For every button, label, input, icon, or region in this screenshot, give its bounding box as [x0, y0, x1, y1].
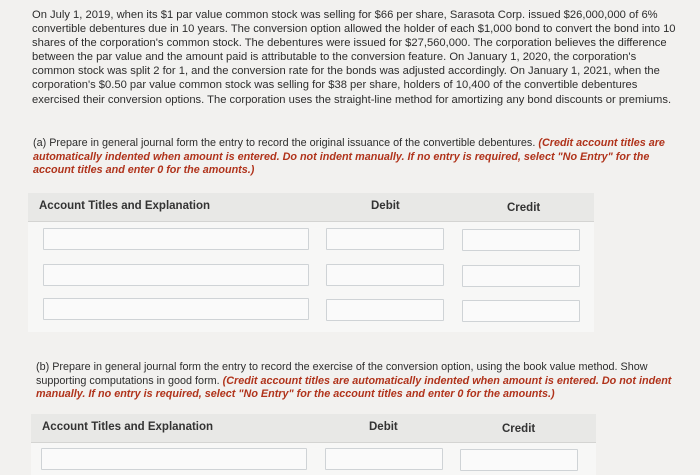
- account-title-input[interactable]: [43, 264, 309, 286]
- debit-header: Debit: [369, 421, 398, 433]
- credit-input[interactable]: [462, 229, 580, 251]
- account-titles-header: Account Titles and Explanation: [39, 200, 211, 212]
- credit-header: Credit: [507, 202, 541, 214]
- part-b-instruction: (Credit account titles are automatically indented when amount is entered. Do not indent manually. If no entry is required, select "No Entry" for the account titles and enter 0 for the amounts.): [36, 374, 672, 401]
- part-a-question: (a) Prepare in general journal form the entry to record the original issuance of the convertible debentures.: [33, 137, 536, 149]
- problem-statement: On July 1, 2019, when its $1 par value common stock was selling for $66 per share, Sarasota Corp. issued $26,000,000 of 6% convertible debentures due in 10 years. The conversion option allowed the holder of each $1,000 bond to convert the bond into 10 shares of the corporation's common stock. The debentures were issued for $27,560,000. The corporation believes the difference between the par value and the amount paid is attributable to the conversion feature. On January 1, 2020, the corporation's common stock was split 2 for 1, and the conversion rate for the bonds was adjusted accordingly. On January 1, 2021, when the corporation's $0.50 par value common stock was selling for $38 per share, holders of 10,400 of the convertible debentures exercised their conversion options. The corporation uses the straight-line method for amortizing any bond discounts or premiums.: [32, 9, 676, 106]
- account-title-input[interactable]: [43, 228, 309, 250]
- debit-header: Debit: [371, 200, 400, 212]
- part-b-question: (b) Prepare in general journal form the entry to record the exercise of the conversion option, using the book value method. Show supporting computations in good form.: [36, 361, 648, 387]
- credit-input[interactable]: [462, 300, 580, 322]
- debit-input[interactable]: [326, 228, 444, 250]
- debit-input[interactable]: [325, 448, 443, 470]
- debit-input[interactable]: [326, 264, 444, 286]
- credit-input[interactable]: [460, 449, 578, 471]
- debit-input[interactable]: [326, 299, 444, 321]
- account-title-input[interactable]: [41, 448, 307, 470]
- part-a-prompt: [33, 137, 673, 178]
- journal-table-a-header: [28, 193, 594, 222]
- journal-table-b: [31, 414, 596, 475]
- journal-table-a: [28, 193, 594, 332]
- part-b-prompt: [36, 361, 676, 402]
- part-a-instruction: (Credit account titles are automatically indented when amount is entered. Do not indent manually. If no entry is required, select "No Entry" for the account titles and enter 0 for the amounts.): [33, 137, 665, 177]
- credit-header: Credit: [502, 423, 536, 435]
- account-title-input[interactable]: [43, 298, 309, 320]
- account-titles-header: Account Titles and Explanation: [42, 421, 214, 433]
- credit-input[interactable]: [462, 265, 580, 287]
- journal-table-b-header: [31, 414, 596, 443]
